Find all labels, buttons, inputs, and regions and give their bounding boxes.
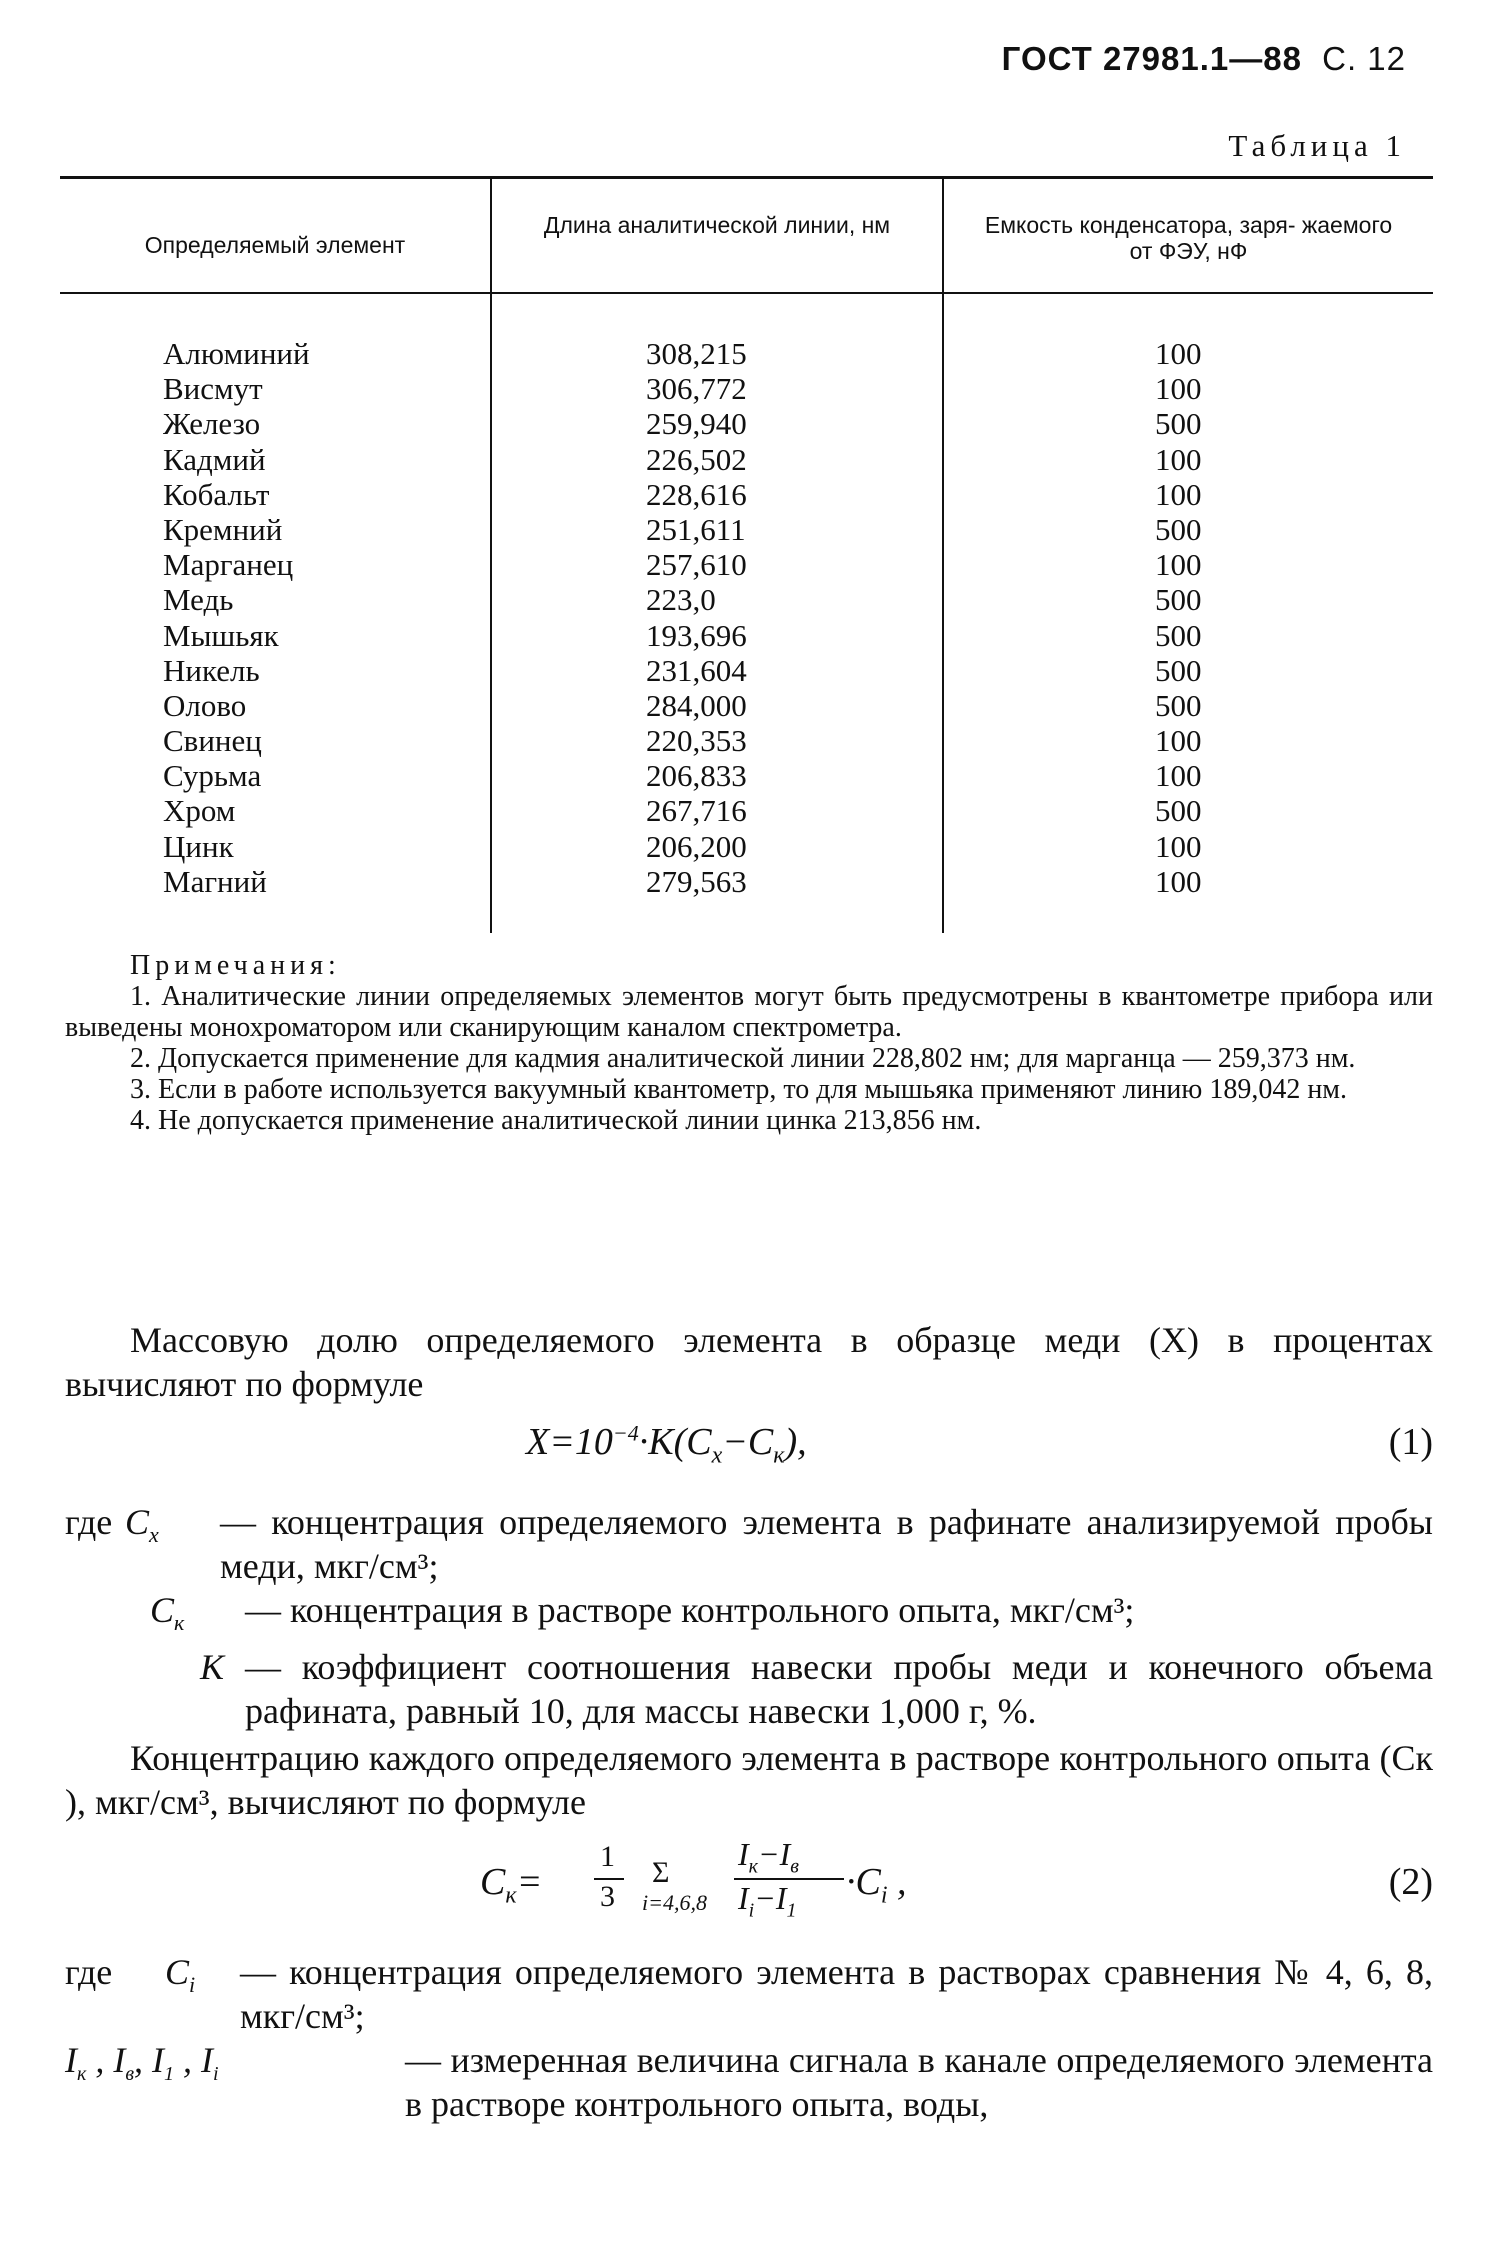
symbol-ck: $C_к$ <box>150 1590 185 1636</box>
symbol-k: K <box>200 1647 225 1688</box>
table-column-elements <box>163 336 310 899</box>
table-cell-wavelength: 306,772 <box>646 371 747 407</box>
table-header-element: Определяемый элемент <box>144 232 406 258</box>
table-cell-capacity: 100 <box>1155 828 1202 864</box>
table-cell-capacity: 100 <box>1155 441 1202 477</box>
definition-text: — измеренная величина сигнала в канале определяемого элемента в растворе контрольного опыта, воды, <box>405 2040 1433 2124</box>
table-cell-element: Кремний <box>163 511 283 547</box>
table-cell-capacity: 100 <box>1155 336 1202 371</box>
table-cell-wavelength: 193,696 <box>646 617 747 653</box>
where-label: где <box>65 1952 113 1992</box>
table-cell-capacity: 500 <box>1155 652 1202 688</box>
paragraph-text: Концентрацию каждого определяемого элемента в растворе контрольного опыта (Cк ), мкг/см³, вычисляют по формуле <box>65 1738 1433 1822</box>
table-cell-element: Марганец <box>163 547 294 583</box>
table-cell-wavelength: 223,0 <box>646 582 716 618</box>
definitions-formula-1 <box>65 1500 1433 1733</box>
table-cell-element: Алюминий <box>163 336 310 371</box>
table-cell-capacity: 500 <box>1155 406 1202 442</box>
page-number: С. 12 <box>1322 40 1406 77</box>
definition-text: — концентрация определяемого элемента в растворах сравнения № 4, 6, 8, мкг/см³; <box>240 1952 1433 2036</box>
table-cell-element: Олово <box>163 687 247 723</box>
table-cell-element: Никель <box>163 652 260 688</box>
table-label: Таблица 1 <box>1228 128 1406 163</box>
table-cell-capacity: 100 <box>1155 547 1202 583</box>
table-cell-element: Хром <box>163 793 236 829</box>
symbol-cx: $C_x$ <box>125 1502 159 1548</box>
table-cell-wavelength: 231,604 <box>646 652 747 688</box>
table-cell-element: Свинец <box>163 723 262 759</box>
table-cell-capacity: 500 <box>1155 687 1202 723</box>
table-cell-element: Цинк <box>163 828 234 864</box>
paragraph-mass-fraction <box>65 1318 1433 1406</box>
document-number: ГОСТ 27981.1—88 <box>1001 40 1302 77</box>
table-column-divider-1 <box>490 178 492 933</box>
table-header-rule <box>60 292 1433 294</box>
note-item: 2. Допускается применение для кадмия аналитической линии 228,802 нм; для марганца — 259,373 нм. <box>130 1043 1356 1074</box>
table-cell-wavelength: 228,616 <box>646 476 747 512</box>
definition-text: — концентрация в растворе контрольного опыта, мкг/см³; <box>245 1590 1135 1630</box>
definition-i <box>65 2038 1433 2126</box>
definitions-formula-2 <box>65 1950 1433 2126</box>
page-header <box>1002 40 1406 78</box>
table-cell-wavelength: 279,563 <box>646 863 747 899</box>
definition-text: — коэффициент соотношения навески пробы меди и конечного объема рафината, равный 10, для массы навески 1,000 г, %. <box>245 1647 1433 1732</box>
table-cell-element: Висмут <box>163 371 263 407</box>
table-cell-capacity: 500 <box>1155 617 1202 653</box>
table-cell-wavelength: 284,000 <box>646 687 747 723</box>
table-cell-element: Сурьма <box>163 758 262 794</box>
table-cell-wavelength: 259,940 <box>646 406 747 442</box>
table-cell-capacity: 500 <box>1155 793 1202 829</box>
table-cell-wavelength: 206,833 <box>646 758 747 794</box>
formula-1: $X=10^{-4}\cdot K(C_x-C_к)$, <box>526 1420 807 1469</box>
table-top-rule <box>60 176 1433 179</box>
notes-section <box>65 950 1433 1136</box>
table-cell-element: Магний <box>163 863 267 899</box>
table-header-capacity: Емкость конденсатора, заря- жаемого от ФЭУ, нФ <box>984 212 1393 264</box>
notes-title: Примечания: <box>130 950 341 981</box>
table-cell-wavelength: 251,611 <box>646 511 746 547</box>
table-cell-wavelength: 220,353 <box>646 723 747 759</box>
definition-ck <box>65 1588 1433 1645</box>
table-cell-wavelength: 267,716 <box>646 793 747 829</box>
table-cell-element: Мышьяк <box>163 617 279 653</box>
table-cell-element: Кадмий <box>163 441 266 477</box>
where-label: где <box>65 1502 113 1542</box>
symbol-ci: $C_i$ <box>165 1952 196 1998</box>
table-cell-wavelength: 257,610 <box>646 547 747 583</box>
table-header-wavelength: Длина аналитической линии, нм <box>543 212 891 238</box>
definition-cx <box>65 1500 1433 1588</box>
formula-2-number: (2) <box>1388 1861 1433 1903</box>
paragraph-control-concentration <box>65 1736 1433 1824</box>
table-cell-wavelength: 308,215 <box>646 336 747 371</box>
table-column-wavelengths <box>646 336 766 899</box>
table-cell-element: Кобальт <box>163 476 270 512</box>
table-cell-capacity: 500 <box>1155 511 1202 547</box>
table-cell-element: Медь <box>163 582 234 618</box>
note-item: 4. Не допускается применение аналитической линии цинка 213,856 нм. <box>130 1105 982 1136</box>
table-cell-capacity: 100 <box>1155 863 1202 899</box>
table-cell-wavelength: 206,200 <box>646 828 747 864</box>
table-cell-capacity: 500 <box>1155 582 1202 618</box>
table-cell-element: Железо <box>163 406 261 442</box>
table-cell-capacity: 100 <box>1155 758 1202 794</box>
note-item: 1. Аналитические линии определяемых элементов могут быть предусмотрены в квантометре прибора или выведены монохроматором или сканирующим каналом спектрометра. <box>65 981 1433 1043</box>
table-column-divider-2 <box>942 178 944 933</box>
definition-k <box>65 1645 1433 1733</box>
definition-text: — концентрация определяемого элемента в рафинате анализируемой пробы меди, мкг/см³; <box>220 1502 1433 1586</box>
note-item: 3. Если в работе используется вакуумный квантометр, то для мышьяка применяют линию 189,042 нм. <box>130 1074 1348 1105</box>
table-cell-wavelength: 226,502 <box>646 441 747 477</box>
table-cell-capacity: 100 <box>1155 723 1202 759</box>
formula-1-number: (1) <box>1388 1421 1433 1463</box>
paragraph-text: Массовую долю определяемого элемента в образце меди (X) в процентах вычисляют по формуле <box>65 1320 1433 1404</box>
formula-2: $C_к=$ 1 3 Σ i=4,6,8 $I_к-I_в$ $I_i-I_1$ $\cdot C_i$ , <box>480 1836 907 1922</box>
table-column-capacities <box>1155 336 1235 899</box>
table-cell-capacity: 100 <box>1155 476 1202 512</box>
table-cell-capacity: 100 <box>1155 371 1202 407</box>
definition-ci <box>65 1950 1433 2038</box>
symbol-i: $I_к$ , $I_в$, $I_1$ , $I_i$ <box>65 2040 219 2086</box>
